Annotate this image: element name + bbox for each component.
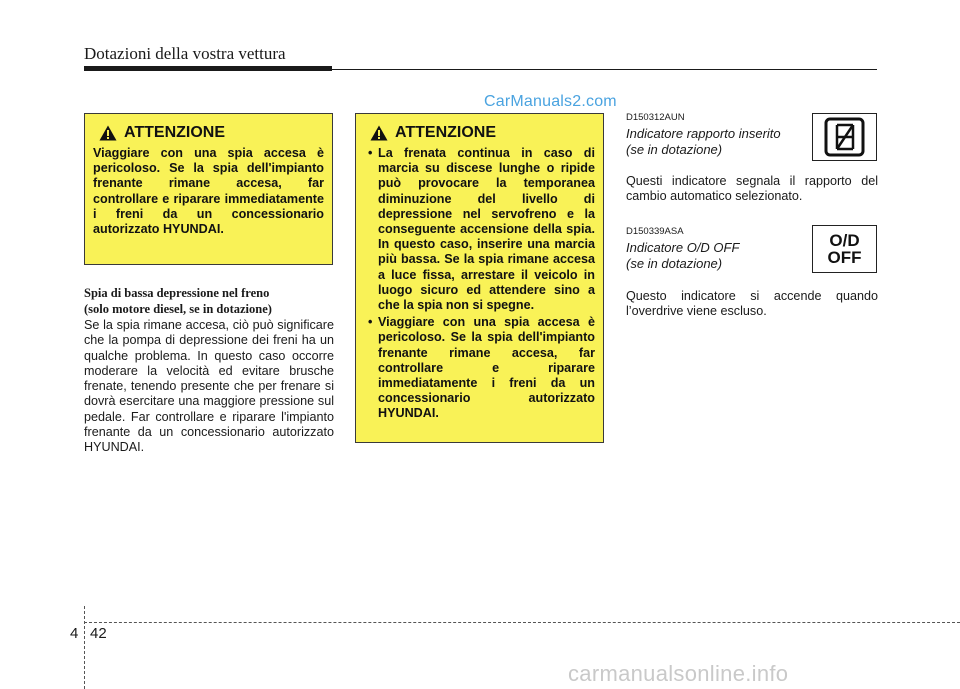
warning-box-1 [84,113,333,265]
page-header-title: Dotazioni della vostra vettura [84,44,286,63]
warning-box-2 [355,113,604,443]
warning-list-item: • La frenata continua in caso di marcia su discese lunghe o ripide può provocare la temporanea diminuzione del livello di depressione nel servofreno e la conseguente accensione della spia. In questo caso, inserire una marcia più bassa. Se la spia rimane accesa a luce fissa, arrestare il veicolo in luogo sicuro ed attendere sino a che la spia non si spegne. [368,146,595,313]
section-title-od: Indicatore O/D OFF (se in dotazione) [626,240,740,271]
header-rule-thick [84,66,332,71]
od-off-indicator [812,225,877,273]
warning-triangle-icon [370,125,388,141]
section-heading-line-2: (solo motore diesel, se in dotazione) [84,302,272,316]
section-code-od: D150339ASA [626,226,684,237]
section-body-brake: Se la spia rimane accesa, ciò può significare che la pompa di depressione dei freni ha un qualche problema. In questo caso occorre moderare la velocità ed evitare brusche frenate, tenendo presente che per frenare si dovrà esercitare una maggiore pressione sul pedale. Far controllare e riparare l'impianto frenante da un concessionario autorizzato HYUNDAI. [84,318,334,455]
gear-position-indicator [812,113,877,161]
warning-title: ATTENZIONE [395,124,497,141]
footer-rule [84,622,960,623]
warning-text: Viaggiare con una spia accesa è pericoloso. Se la spia dell'impianto frenante rimane accesa, far controllare e riparare immediatamente i freni da un concessionario autorizzato HYUNDAI. [93,146,324,237]
od-off-icon: O/D OFF [827,231,862,267]
warning-triangle-icon [99,125,117,141]
warning-header [99,124,324,142]
section-heading-line-1: Spia di bassa depressione nel freno [84,286,270,300]
watermark-link[interactable]: CarManuals2.com [484,93,617,110]
section-number: 4 [70,625,79,642]
watermark-bottom-link[interactable]: carmanualsonline.info [568,661,789,686]
warning-title: ATTENZIONE [124,124,226,141]
section-code-shift: D150312AUN [626,112,685,123]
section-heading-brake [84,285,334,317]
page-number: 42 [90,625,107,642]
header-rule-thin [332,69,877,70]
footer-vertical-rule [84,606,85,689]
warning-header [370,124,595,142]
section-body-od: Questo indicatore si accende quando l’overdrive viene escluso. [626,289,878,319]
warning-list [364,146,595,422]
gear-position-display-icon [813,114,876,160]
section-body-shift: Questi indicatore segnala il rapporto del cambio automatico selezionato. [626,174,878,204]
warning-list-item: • Viaggiare con una spia accesa è pericoloso. Se la spia dell'impianto frenante rimane accesa, far controllare e riparare immediatamente i freni da un concessionario autorizzato HYUNDAI. [368,315,595,421]
section-title-shift: Indicatore rapporto inserito (se in dotazione) [626,126,781,157]
